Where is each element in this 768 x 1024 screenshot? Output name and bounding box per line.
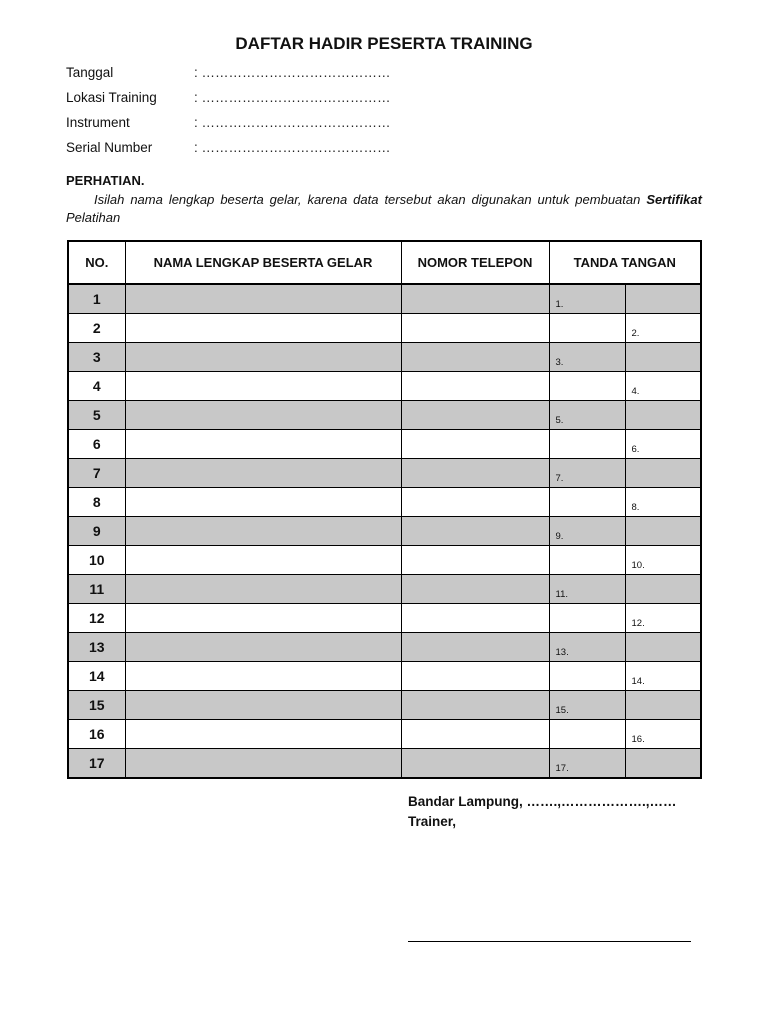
signature-number: 15. [555, 705, 569, 716]
signature-cell-right[interactable] [625, 284, 701, 314]
phone-cell[interactable] [401, 691, 549, 720]
row-number: 14 [68, 662, 125, 691]
table-row [68, 691, 701, 720]
signature-number: 5. [555, 415, 564, 426]
signature-cell-left[interactable] [549, 372, 625, 401]
header-phone: NOMOR TELEPON [401, 241, 549, 284]
signature-cell-right[interactable] [625, 459, 701, 488]
signature-cell-right[interactable] [625, 662, 701, 691]
signature-number: 2. [631, 328, 640, 339]
meta-row-lokasi [66, 90, 391, 115]
signature-cell-right[interactable] [625, 343, 701, 372]
row-number: 10 [68, 546, 125, 575]
table-row [68, 314, 701, 343]
phone-cell[interactable] [401, 401, 549, 430]
meta-value: : …………………………………… [194, 90, 391, 105]
signature-cell-left[interactable] [549, 430, 625, 459]
signature-cell-left[interactable] [549, 546, 625, 575]
signature-cell-left[interactable] [549, 284, 625, 314]
table-row [68, 459, 701, 488]
signature-number: 4. [631, 386, 640, 397]
phone-cell[interactable] [401, 575, 549, 604]
signature-number: 1. [555, 299, 564, 310]
row-number: 8 [68, 488, 125, 517]
signature-number: 12. [631, 618, 645, 629]
table-row [68, 662, 701, 691]
row-number: 13 [68, 633, 125, 662]
phone-cell[interactable] [401, 372, 549, 401]
header-name: NAMA LENGKAP BESERTA GELAR [125, 241, 401, 284]
notice-body [66, 191, 702, 227]
signature-number: 7. [555, 473, 564, 484]
phone-cell[interactable] [401, 314, 549, 343]
table-row [68, 517, 701, 546]
row-number: 17 [68, 749, 125, 779]
trainer-label: Trainer, [408, 814, 457, 829]
signature-number: 17. [555, 763, 569, 774]
row-number: 15 [68, 691, 125, 720]
name-cell[interactable] [125, 459, 401, 488]
row-number: 7 [68, 459, 125, 488]
meta-label: Serial Number [66, 140, 153, 155]
name-cell[interactable] [125, 546, 401, 575]
phone-cell[interactable] [401, 517, 549, 546]
table-row [68, 430, 701, 459]
meta-block [66, 65, 391, 165]
name-cell[interactable] [125, 401, 401, 430]
signature-number: 13. [555, 647, 569, 658]
header-no: NO. [68, 241, 125, 284]
signature-cell-left[interactable] [549, 575, 625, 604]
signature-number: 16. [631, 734, 645, 745]
signature-number: 9. [555, 531, 564, 542]
table-header-row [68, 241, 701, 284]
name-cell[interactable] [125, 604, 401, 633]
meta-value: : …………………………………… [194, 140, 391, 155]
table-row [68, 488, 701, 517]
signature-cell-left[interactable] [549, 720, 625, 749]
phone-cell[interactable] [401, 720, 549, 749]
row-number: 5 [68, 401, 125, 430]
signature-cell-left[interactable] [549, 604, 625, 633]
name-cell[interactable] [125, 720, 401, 749]
row-number: 11 [68, 575, 125, 604]
name-cell[interactable] [125, 575, 401, 604]
row-number: 12 [68, 604, 125, 633]
table-row [68, 749, 701, 779]
city-date-line: Bandar Lampung, …….,……………….,…… [408, 794, 677, 809]
name-cell[interactable] [125, 691, 401, 720]
signature-cell-right[interactable] [625, 372, 701, 401]
row-number: 6 [68, 430, 125, 459]
name-cell[interactable] [125, 430, 401, 459]
signature-cell-left[interactable] [549, 517, 625, 546]
signature-number: 14. [631, 676, 645, 687]
signature-cell-right[interactable] [625, 575, 701, 604]
meta-row-instrument [66, 115, 391, 140]
signature-cell-right[interactable] [625, 604, 701, 633]
signature-cell-right[interactable] [625, 517, 701, 546]
signature-cell-right[interactable] [625, 430, 701, 459]
signature-cell-left[interactable] [549, 662, 625, 691]
row-number: 1 [68, 284, 125, 314]
table-row [68, 720, 701, 749]
row-number: 2 [68, 314, 125, 343]
signature-cell-right[interactable] [625, 546, 701, 575]
notice-text: Isilah nama lengkap beserta gelar, karena data tersebut akan digunakan untuk pembuatan [94, 192, 641, 207]
phone-cell[interactable] [401, 284, 549, 314]
notice-bold-word: Sertifikat [646, 192, 702, 207]
signature-number: 8. [631, 502, 640, 513]
signature-line [408, 941, 691, 942]
table-row [68, 575, 701, 604]
table-row [68, 604, 701, 633]
phone-cell[interactable] [401, 459, 549, 488]
name-cell[interactable] [125, 633, 401, 662]
page-title: DAFTAR HADIR PESERTA TRAINING [235, 34, 533, 53]
signature-cell-left[interactable] [549, 459, 625, 488]
signature-cell-right[interactable] [625, 633, 701, 662]
row-number: 9 [68, 517, 125, 546]
attendance-table [67, 240, 702, 779]
signature-cell-right[interactable] [625, 488, 701, 517]
name-cell[interactable] [125, 284, 401, 314]
signature-number: 3. [555, 357, 564, 368]
signature-cell-left[interactable] [549, 343, 625, 372]
meta-row-tanggal [66, 65, 391, 90]
meta-label: Tanggal [66, 65, 114, 80]
name-cell[interactable] [125, 488, 401, 517]
signature-cell-right[interactable] [625, 401, 701, 430]
phone-cell[interactable] [401, 343, 549, 372]
row-number: 3 [68, 343, 125, 372]
meta-label: Lokasi Training [66, 90, 157, 105]
signature-cell-left[interactable] [549, 691, 625, 720]
signature-cell-right[interactable] [625, 749, 701, 779]
table-row [68, 284, 701, 314]
signature-number: 6. [631, 444, 640, 455]
signature-number: 10. [631, 560, 645, 571]
phone-cell[interactable] [401, 749, 549, 779]
table-row [68, 633, 701, 662]
table-row [68, 401, 701, 430]
meta-value: : …………………………………… [194, 115, 391, 130]
header-signature: TANDA TANGAN [549, 241, 701, 284]
row-number: 16 [68, 720, 125, 749]
phone-cell[interactable] [401, 604, 549, 633]
signature-number: 11. [555, 589, 569, 600]
signature-cell-right[interactable] [625, 720, 701, 749]
meta-label: Instrument [66, 115, 130, 130]
notice-tail: Pelatihan [66, 210, 121, 225]
table-row [68, 372, 701, 401]
name-cell[interactable] [125, 372, 401, 401]
phone-cell[interactable] [401, 488, 549, 517]
signature-cell-right[interactable] [625, 691, 701, 720]
name-cell[interactable] [125, 662, 401, 691]
signature-cell-left[interactable] [549, 314, 625, 343]
meta-row-serial [66, 140, 391, 165]
signature-cell-left[interactable] [549, 633, 625, 662]
row-number: 4 [68, 372, 125, 401]
phone-cell[interactable] [401, 546, 549, 575]
signature-cell-left[interactable] [549, 401, 625, 430]
name-cell[interactable] [125, 314, 401, 343]
signature-cell-left[interactable] [549, 488, 625, 517]
table-row [68, 546, 701, 575]
name-cell[interactable] [125, 749, 401, 779]
notice-title: PERHATIAN. [66, 173, 145, 188]
meta-value: : …………………………………… [194, 65, 391, 80]
phone-cell[interactable] [401, 662, 549, 691]
table-body [68, 284, 701, 778]
phone-cell[interactable] [401, 633, 549, 662]
name-cell[interactable] [125, 517, 401, 546]
table-row [68, 343, 701, 372]
phone-cell[interactable] [401, 430, 549, 459]
signature-cell-left[interactable] [549, 749, 625, 779]
name-cell[interactable] [125, 343, 401, 372]
signature-cell-right[interactable] [625, 314, 701, 343]
